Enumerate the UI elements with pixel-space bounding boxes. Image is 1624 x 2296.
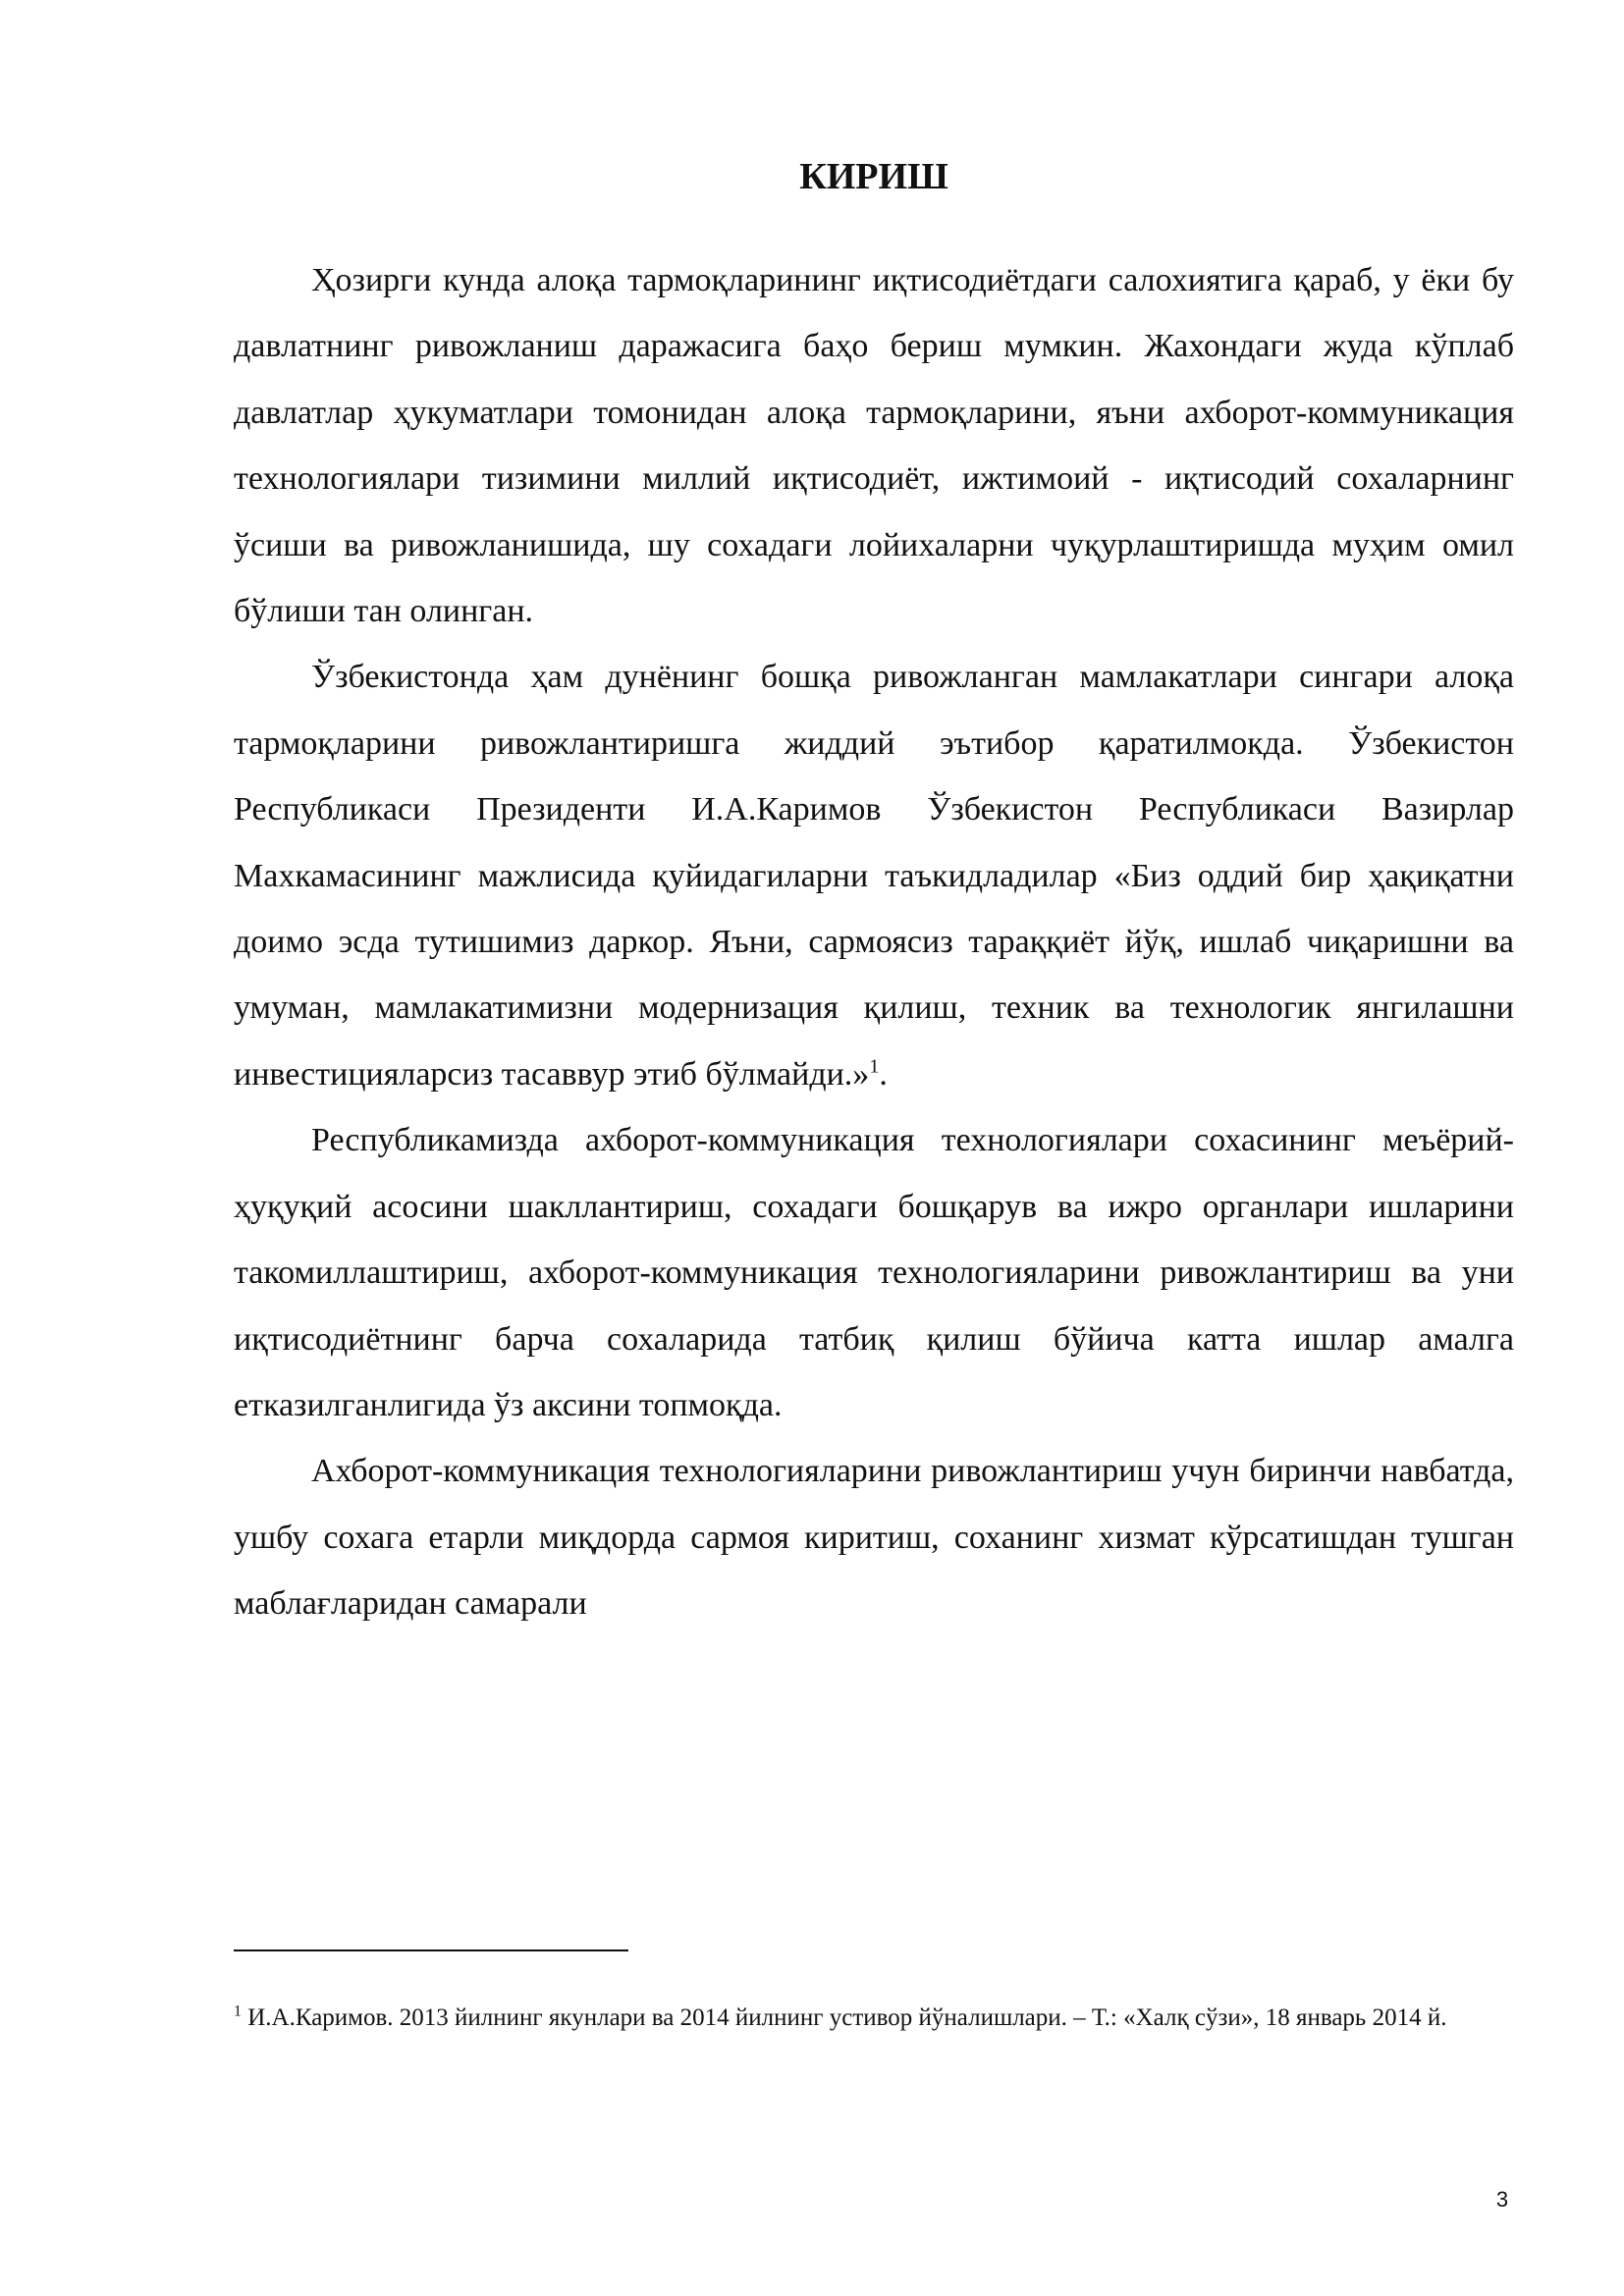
footnote-marker: 1 bbox=[234, 2002, 242, 2020]
paragraph-2 bbox=[234, 644, 1514, 1107]
paragraph-4 bbox=[234, 1438, 1514, 1636]
page-number: 3 bbox=[1495, 2187, 1509, 2212]
body-text bbox=[234, 247, 1514, 1637]
footnote-separator bbox=[234, 1949, 628, 1951]
paragraph-3 bbox=[234, 1107, 1514, 1438]
footnote bbox=[234, 1999, 1514, 2038]
paragraph-1 bbox=[234, 247, 1514, 644]
paragraph-3-text: Республикамизда ахборот-коммуникация технологиялари сохасининг меъёрий-ҳуқуқий асосини шакллантириш, сохадаги бошқарув ва ижро органлари ишларини такомиллаштириш, ахборот-коммуникация технологияларини ривожлантириш ва уни иқтисодиётнинг барча сохаларида татбиқ қилиш бўйича катта ишлар амалга етказилганлигида ўз аксини топмоқда. bbox=[234, 1122, 1514, 1423]
page-title: КИРИШ bbox=[799, 156, 948, 197]
paragraph-1-text: Ҳозирги кунда алоқа тармоқларининг иқтисодиётдаги салохиятига қараб, у ёки бу давлатнинг ривожланиш даражасига баҳо бериш мумкин. Жахондаги жуда кўплаб давлатлар ҳукуматлари томонидан алоқа тармоқларини, яъни ахборот-коммуникация технологиялари тизимини миллий иқтисодиёт, ижтимоий - иқтисодий сохаларнинг ўсиши ва ривожланишида, шу сохадаги лойихаларни чуқурлаштиришда муҳим омил бўлиши тан олинган. bbox=[234, 262, 1514, 630]
footnote-text: И.А.Каримов. 2013 йилнинг якунлари ва 2014 йилнинг устивор йўналишлари. – Т.: «Халқ сўзи», 18 январь 2014 й. bbox=[247, 2004, 1447, 2031]
paragraph-2-tail: . bbox=[879, 1055, 888, 1093]
paragraph-4-text: Ахборот-коммуникация технологияларини ривожлантириш учун биринчи навбатда, ушбу сохага етарли миқдорда сармоя киритиш, соханинг хизмат кўрсатишдан тушган маблағларидан самарали bbox=[234, 1453, 1514, 1623]
paragraph-2-text: Ўзбекистонда ҳам дунёнинг бошқа ривожланган мамлакатлари сингари алоқа тармоқларини ривожлантиришга жиддий эътибор қаратилмокда. Ўзбекистон Республикаси Президенти И.А.Каримов Ўзбекистон Республикаси Вазирлар Махкамасининг мажлисида қуйидагиларни таъкидладилар «Биз оддий бир ҳақиқатни доимо эсда тутишимиз даркор. Яъни, сармоясиз тараққиёт йўқ, ишлаб чиқаришни ва умуман, мамлакатимизни модернизация қилиш, техник ва технологик янгилашни инвестицияларсиз тасаввур этиб бўлмайди.» bbox=[234, 659, 1514, 1093]
footnote-reference[interactable]: 1 bbox=[869, 1055, 880, 1078]
